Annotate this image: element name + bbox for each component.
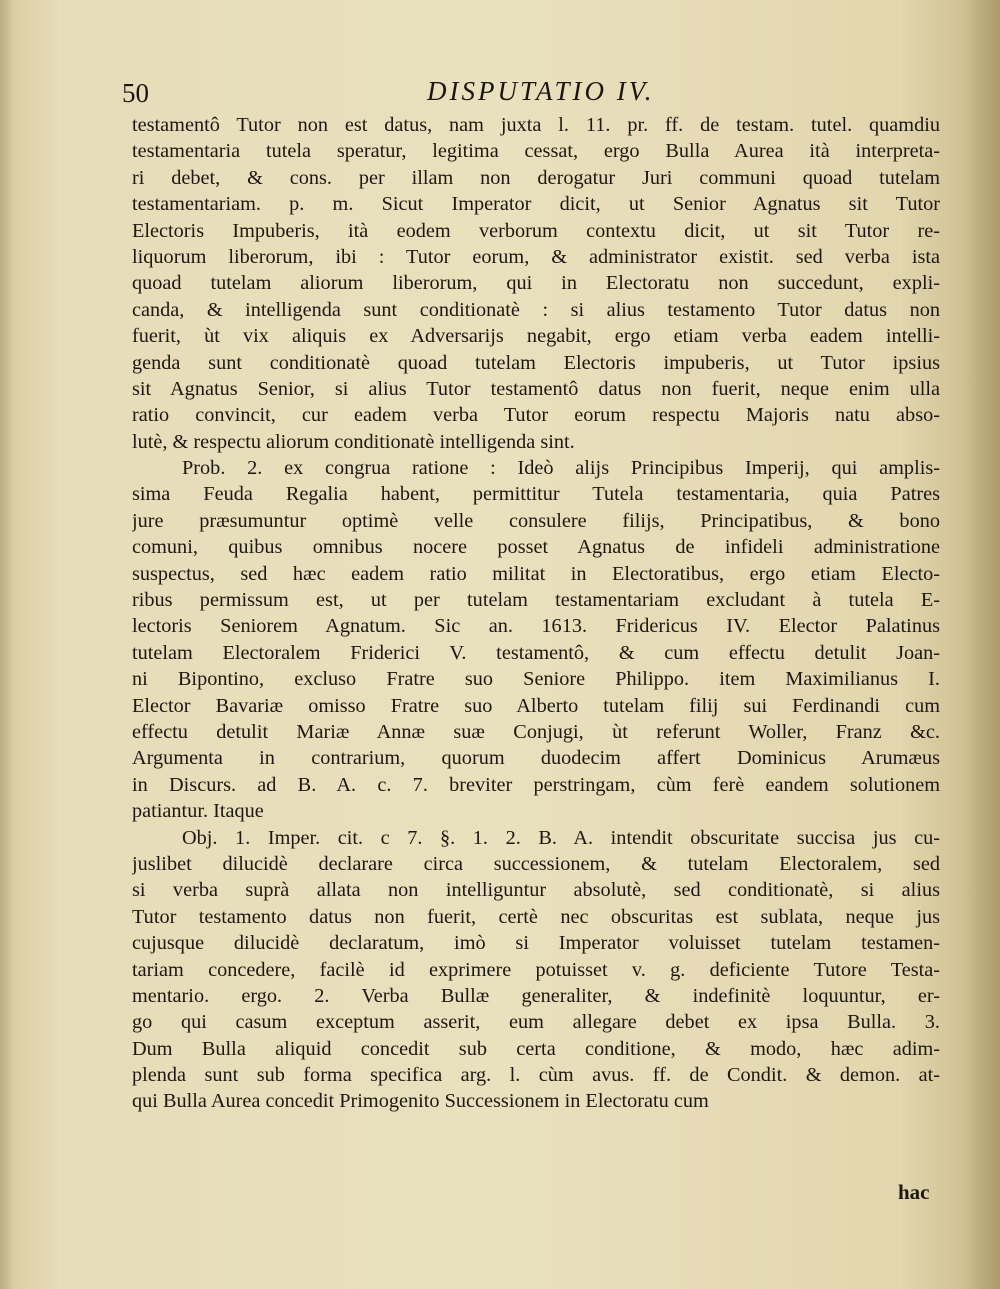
- text-line: mentario. ergo. 2. Verba Bullæ generaliter, & indefinitè loquuntur, er-: [132, 984, 940, 1007]
- text-line: juslibet dilucidè declarare circa successionem, & tutelam Electoralem, sed: [132, 852, 940, 875]
- text-line: Argumenta in contrarium, quorum duodecim affert Dominicus Arumæus: [132, 747, 940, 770]
- page-left-edge: [0, 0, 14, 1289]
- text-line: tariam concedere, facilè id exprimere potuisset v. g. deficiente Tutore Testa-: [132, 958, 940, 981]
- text-line: testamentô Tutor non est datus, nam juxta l. 11. pr. ff. de testam. tutel. quamdiu: [132, 114, 940, 136]
- text-line: qui Bulla Aurea concedit Primogenito Successionem in Electoratu cum: [132, 1090, 709, 1113]
- text-line: tutelam Electoralem Friderici V. testamentô, & cum effectu detulit Joan-: [132, 641, 940, 664]
- text-line: Dum Bulla aliquid concedit sub certa conditione, & modo, hæc adim-: [132, 1037, 940, 1060]
- text-line: Obj. 1. Imper. cit. c 7. §. 1. 2. B. A. intendit obscuritate succisa jus cu-: [182, 826, 940, 849]
- paragraph: [132, 825, 940, 1115]
- text-line: quoad tutelam aliorum liberorum, qui in Electoratu non succedunt, expli-: [132, 272, 940, 295]
- text-line: testamentaria tutela speratur, legitima cessat, ergo Bulla Aurea ità interpreta-: [132, 140, 940, 163]
- text-line: ni Bipontino, excluso Fratre suo Seniore Philippo. item Maximilianus I.: [132, 668, 940, 691]
- text-line: sima Feuda Regalia habent, permittitur Tutela testamentaria, quia Patres: [132, 483, 940, 506]
- text-line: fuerit, ùt vix aliquis ex Adversarijs negabit, ergo etiam verba eadem intelli-: [132, 325, 940, 348]
- paragraph: [132, 112, 940, 455]
- text-line: cujusque dilucidè declaratum, imò si Imperator voluisset tutelam testamen-: [132, 932, 940, 955]
- text-line: suspectus, sed hæc eadem ratio militat in Electoratibus, ergo etiam Electo-: [132, 562, 940, 585]
- text-line: Tutor testamento datus non fuerit, certè nec obscuritas est sublata, neque jus: [132, 905, 940, 928]
- text-line: plenda sunt sub forma specifica arg. l. cùm avus. ff. de Condit. & demon. at-: [132, 1064, 940, 1087]
- text-line: ribus permissum est, ut per tutelam testamentariam excludant à tutela E-: [132, 589, 940, 612]
- text-line: jure præsumuntur optimè velle consulere filijs, Principatibus, & bono: [132, 509, 940, 532]
- page-number: 50: [122, 78, 149, 108]
- paragraph: [132, 455, 940, 824]
- catchword: hac: [898, 1180, 930, 1204]
- text-line: in Discurs. ad B. A. c. 7. breviter perstringam, cùm ferè eandem solutionem: [132, 773, 940, 796]
- text-line: lectoris Seniorem Agnatum. Sic an. 1613. Fridericus IV. Elector Palatinus: [132, 615, 940, 638]
- page-gutter-shadow: [960, 0, 1000, 1289]
- text-line: testamentariam. p. m. Sicut Imperator dicit, ut Senior Agnatus sit Tutor: [132, 193, 940, 216]
- text-line: ri debet, & cons. per illam non derogatur Juri communi quoad tutelam: [132, 166, 940, 189]
- text-line: Elector Bavariæ omisso Fratre suo Alberto tutelam filij sui Ferdinandi cum: [132, 694, 940, 717]
- text-line: canda, & intelligenda sunt conditionatè : si alius testamento Tutor datus non: [132, 298, 940, 321]
- text-line: patiantur. Itaque: [132, 800, 264, 823]
- running-title: DISPUTATIO IV.: [427, 76, 655, 106]
- text-line: lutè, & respectu aliorum conditionatè intelligenda sint.: [132, 430, 575, 453]
- page-header: [122, 72, 942, 112]
- text-line: go qui casum exceptum asserit, eum allegare debet ex ipsa Bulla. 3.: [132, 1011, 940, 1034]
- body-text: [132, 112, 940, 1115]
- text-line: sit Agnatus Senior, si alius Tutor testamentô datus non fuerit, neque enim ulla: [132, 377, 940, 400]
- text-line: si verba suprà allata non intelliguntur absolutè, sed conditionatè, si alius: [132, 879, 940, 902]
- text-line: liquorum liberorum, ibi : Tutor eorum, & administrator existit. sed verba ista: [132, 245, 940, 268]
- text-line: Electoris Impuberis, ità eodem verborum contextu dicit, ut sit Tutor re-: [132, 219, 940, 242]
- text-line: Prob. 2. ex congrua ratione : Ideò alijs Principibus Imperij, qui amplis-: [182, 457, 940, 480]
- text-line: ratio convincit, cur eadem verba Tutor eorum respectu Majoris natu abso-: [132, 404, 940, 427]
- text-line: effectu detulit Mariæ Annæ suæ Conjugi, ùt referunt Woller, Franz &c.: [132, 720, 940, 743]
- text-line: comuni, quibus omnibus nocere posset Agnatus de infideli administratione: [132, 536, 940, 559]
- text-line: genda sunt conditionatè quoad tutelam Electoris impuberis, ut Tutor ipsius: [132, 351, 940, 374]
